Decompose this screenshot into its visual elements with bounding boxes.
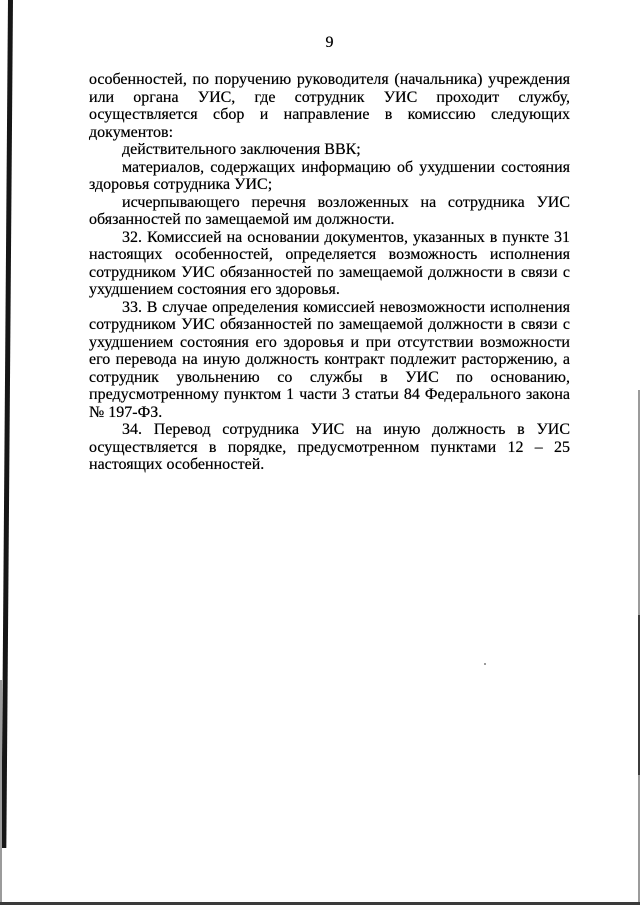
paragraph-continuation: особенностей, по поручению руководителя (начальника) учреждения или органа УИС, где сотрудник УИС проходит службу, осуществляется сбор и направление в комиссию следующих документов: bbox=[89, 71, 570, 141]
paragraph-item-32: 32. Комиссией на основании документов, указанных в пункте 31 настоящих особенностей, определяется возможность исполнения сотрудником УИС обязанностей по замещаемой должности в связи с ухудшением состояния его здоровья. bbox=[89, 228, 570, 298]
paragraph-item-34: 34. Перевод сотрудника УИС на иную должность в УИС осуществляется в порядке, предусмотренном пунктами 12 – 25 настоящих особенностей. bbox=[89, 421, 570, 473]
paragraph-item-33: 33. В случае определения комиссией невозможности исполнения сотрудником УИС обязанностей по замещаемой должности в связи с ухудшением состояния его здоровья и при отсутствии возможности его перевода на иную должность контракт подлежит расторжению, а сотрудник увольнению со службы в УИС по основанию, предусмотренному пунктом 1 части 3 статьи 84 Федерального закона № 197-ФЗ. bbox=[89, 298, 570, 421]
scan-artifact-left-edge-line bbox=[0, 680, 2, 905]
scan-artifact-bottom-line bbox=[0, 902, 640, 905]
list-item-vvk-conclusion: действительного заключения ВВК; bbox=[122, 141, 361, 158]
list-item-duties-list: исчерпывающего перечня возложенных на сотрудника УИС обязанностей по замещаемой им должности. bbox=[89, 193, 570, 228]
page-number: 9 bbox=[325, 34, 334, 51]
scan-artifact-speck bbox=[484, 663, 486, 665]
scan-artifact-left-bar bbox=[1, 0, 12, 848]
list-item-health-materials: материалов, содержащих информацию об ухудшении состояния здоровья сотрудника УИС; bbox=[89, 158, 570, 193]
document-body bbox=[89, 71, 570, 474]
